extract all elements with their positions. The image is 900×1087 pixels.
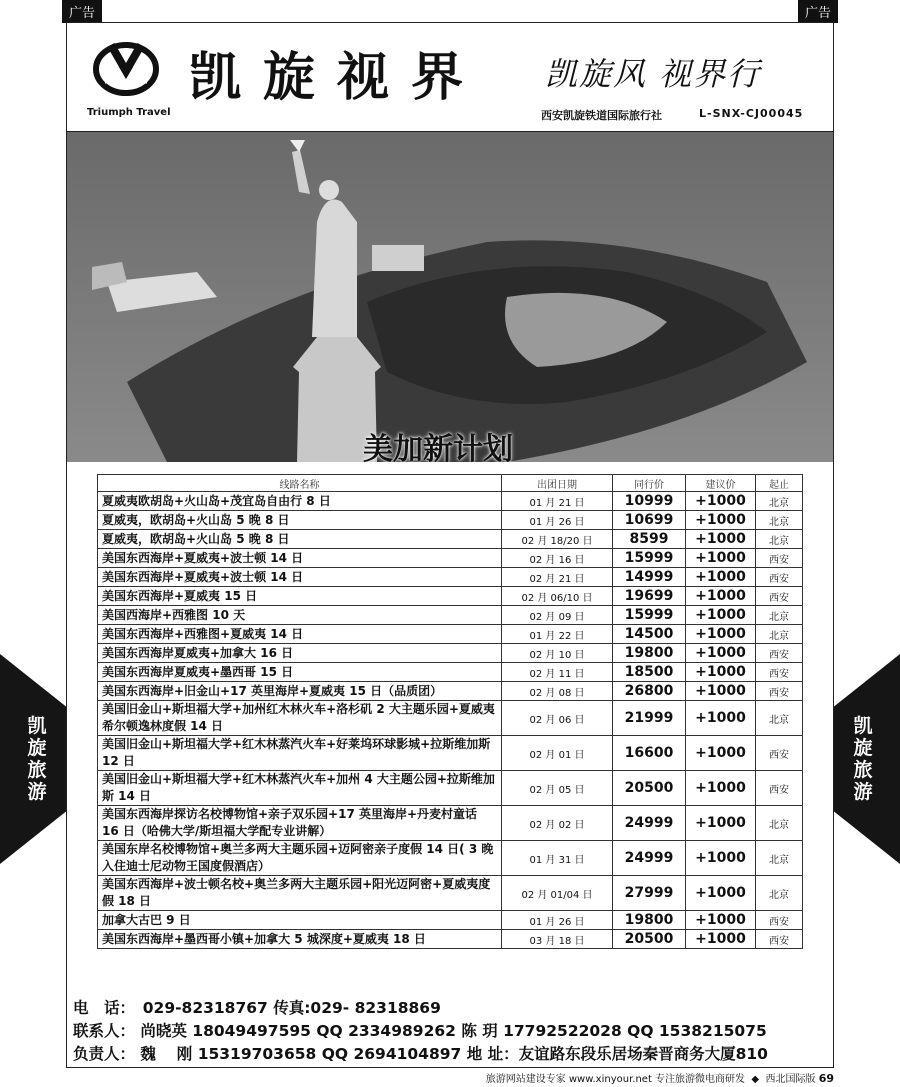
peer-price: 26800 [613, 682, 686, 701]
header [67, 23, 833, 132]
footer-text: 旅游网站建设专家 www.xinyour.net 专注旅游微电商研发 [485, 1074, 746, 1085]
table-row [98, 930, 803, 949]
suggested-price: +1000 [686, 806, 756, 841]
depart-date: 02 月 01/04 日 [502, 876, 613, 911]
footer-diamond-icon: ◆ [748, 1074, 763, 1085]
depart-city: 北京 [756, 511, 803, 530]
triumph-logo-icon [91, 37, 161, 97]
depart-date: 02 月 21 日 [502, 568, 613, 587]
depart-date: 02 月 06 日 [502, 701, 613, 736]
side-label-right: 凯旋旅游 [853, 715, 873, 803]
depart-date: 01 月 26 日 [502, 911, 613, 930]
suggested-price: +1000 [686, 625, 756, 644]
suggested-price: +1000 [686, 492, 756, 511]
depart-date: 01 月 22 日 [502, 625, 613, 644]
header-price: 同行价 [613, 475, 686, 492]
depart-date: 02 月 10 日 [502, 644, 613, 663]
suggested-price: +1000 [686, 587, 756, 606]
footer [486, 1070, 834, 1085]
route-name: 美国东西海岸+夏威夷 15 日 [98, 587, 502, 606]
ad-label-right: 广告 [798, 0, 838, 23]
suggested-price: +1000 [686, 841, 756, 876]
page-number: 69 [818, 1072, 834, 1085]
table-row [98, 530, 803, 549]
peer-price: 10699 [613, 511, 686, 530]
suggested-price: +1000 [686, 930, 756, 949]
depart-city: 北京 [756, 806, 803, 841]
company-name: 西安凯旋铁道国际旅行社 [541, 109, 662, 122]
depart-city: 西安 [756, 682, 803, 701]
suggested-price: +1000 [686, 682, 756, 701]
table-row [98, 568, 803, 587]
phone-line: 电 话： 029-82318767 传真:029- 82318869 [73, 999, 441, 1017]
route-name: 美国旧金山+斯坦福大学+红木林蒸汽火车+加州 4 大主题公园+拉斯维加斯 14 日 [98, 771, 502, 806]
depart-city: 西安 [756, 587, 803, 606]
depart-city: 西安 [756, 644, 803, 663]
suggested-price: +1000 [686, 511, 756, 530]
brand-name: 凯旋视界 [189, 47, 486, 108]
depart-city: 西安 [756, 930, 803, 949]
slogan: 凯旋风 视界行 [545, 55, 762, 93]
table-row [98, 806, 803, 841]
peer-price: 15999 [613, 606, 686, 625]
suggested-price: +1000 [686, 736, 756, 771]
route-name: 美国东西海岸+波士顿名校+奥兰多两大主题乐园+阳光迈阿密+夏威夷度假 18 日 [98, 876, 502, 911]
route-name: 美国东西海岸+旧金山+17 英里海岸+夏威夷 15 日（品质团） [98, 682, 502, 701]
peer-price: 19699 [613, 587, 686, 606]
suggested-price: +1000 [686, 568, 756, 587]
peer-price: 20500 [613, 771, 686, 806]
depart-date: 02 月 09 日 [502, 606, 613, 625]
table-header [98, 475, 803, 492]
peer-price: 19800 [613, 911, 686, 930]
peer-price: 14500 [613, 625, 686, 644]
depart-city: 西安 [756, 663, 803, 682]
depart-date: 01 月 21 日 [502, 492, 613, 511]
suggested-price: +1000 [686, 549, 756, 568]
depart-date: 01 月 26 日 [502, 511, 613, 530]
table-row [98, 701, 803, 736]
table-row [98, 911, 803, 930]
table-row [98, 606, 803, 625]
depart-city: 北京 [756, 841, 803, 876]
logo-caption: Triumph Travel [87, 107, 171, 118]
route-table [97, 474, 802, 970]
depart-date: 02 月 11 日 [502, 663, 613, 682]
depart-date: 02 月 06/10 日 [502, 587, 613, 606]
route-name: 美国东岸名校博物馆+奥兰多两大主题乐园+迈阿密亲子度假 14 日( 3 晚入住迪士尼动物王国度假酒店） [98, 841, 502, 876]
route-name: 美国西海岸+西雅图 10 天 [98, 606, 502, 625]
header-route: 线路名称 [98, 475, 502, 492]
route-name: 美国东西海岸+夏威夷+波士顿 14 日 [98, 549, 502, 568]
depart-city: 西安 [756, 736, 803, 771]
peer-price: 24999 [613, 806, 686, 841]
license-number: L-SNX-CJ00045 [699, 107, 804, 120]
table-row [98, 663, 803, 682]
peer-price: 19800 [613, 644, 686, 663]
peer-price: 15999 [613, 549, 686, 568]
depart-city: 北京 [756, 492, 803, 511]
header-date: 出团日期 [502, 475, 613, 492]
depart-date: 02 月 01 日 [502, 736, 613, 771]
peer-price: 16600 [613, 736, 686, 771]
header-city: 起止 [756, 475, 803, 492]
table-row [98, 492, 803, 511]
suggested-price: +1000 [686, 911, 756, 930]
route-name: 美国东西海岸夏威夷+墨西哥 15 日 [98, 663, 502, 682]
contact-info [67, 994, 833, 1066]
table-row [98, 771, 803, 806]
header-suggest: 建议价 [686, 475, 756, 492]
depart-date: 02 月 05 日 [502, 771, 613, 806]
suggested-price: +1000 [686, 771, 756, 806]
depart-city: 西安 [756, 568, 803, 587]
depart-city: 西安 [756, 911, 803, 930]
depart-date: 02 月 08 日 [502, 682, 613, 701]
table-row [98, 644, 803, 663]
route-name: 夏威夷，欧胡岛+火山岛 5 晚 8 日 [98, 511, 502, 530]
peer-price: 27999 [613, 876, 686, 911]
route-name: 夏威夷，欧胡岛+火山岛 5 晚 8 日 [98, 530, 502, 549]
table-row [98, 841, 803, 876]
peer-price: 8599 [613, 530, 686, 549]
depart-city: 北京 [756, 625, 803, 644]
suggested-price: +1000 [686, 530, 756, 549]
route-name: 美国东西海岸+西雅图+夏威夷 14 日 [98, 625, 502, 644]
depart-date: 02 月 16 日 [502, 549, 613, 568]
suggested-price: +1000 [686, 606, 756, 625]
route-name: 美国旧金山+斯坦福大学+红木林蒸汽火车+好莱坞环球影城+拉斯维加斯 12 日 [98, 736, 502, 771]
peer-price: 24999 [613, 841, 686, 876]
route-name: 加拿大古巴 9 日 [98, 911, 502, 930]
depart-date: 02 月 02 日 [502, 806, 613, 841]
route-name: 美国旧金山+斯坦福大学+加州红木林火车+洛杉矶 2 大主题乐园+夏威夷希尔顿逸林度假 14 日 [98, 701, 502, 736]
depart-city: 西安 [756, 771, 803, 806]
photo-title: 美加新计划 [363, 432, 513, 467]
table-row [98, 511, 803, 530]
peer-price: 21999 [613, 701, 686, 736]
depart-date: 02 月 18/20 日 [502, 530, 613, 549]
table-row [98, 876, 803, 911]
depart-date: 01 月 31 日 [502, 841, 613, 876]
peer-price: 14999 [613, 568, 686, 587]
suggested-price: +1000 [686, 876, 756, 911]
route-name: 美国东西海岸夏威夷+加拿大 16 日 [98, 644, 502, 663]
suggested-price: +1000 [686, 644, 756, 663]
statue-of-liberty-photo [67, 132, 833, 462]
route-name: 美国东西海岸探访名校博物馆+亲子双乐园+17 英里海岸+丹麦村童话 16 日（哈佛大学/斯坦福大学配专业讲解） [98, 806, 502, 841]
contact-person-line: 联系人： 尚晓英 18049497595 QQ 2334989262 陈 玥 17792522028 QQ 1538215075 [73, 1022, 767, 1040]
footer-edition: 西北国际版 [765, 1074, 816, 1085]
side-label-left: 凯旋旅游 [27, 715, 47, 803]
table-row [98, 625, 803, 644]
peer-price: 18500 [613, 663, 686, 682]
depart-city: 北京 [756, 606, 803, 625]
depart-date: 03 月 18 日 [502, 930, 613, 949]
depart-city: 北京 [756, 530, 803, 549]
peer-price: 10999 [613, 492, 686, 511]
route-name: 美国东西海岸+夏威夷+波士顿 14 日 [98, 568, 502, 587]
table-row [98, 736, 803, 771]
table-row [98, 549, 803, 568]
table-row [98, 587, 803, 606]
suggested-price: +1000 [686, 663, 756, 682]
ad-label-left: 广告 [62, 0, 102, 23]
depart-city: 北京 [756, 876, 803, 911]
depart-city: 西安 [756, 549, 803, 568]
table-row [98, 682, 803, 701]
route-name: 美国东西海岸+墨西哥小镇+加拿大 5 城深度+夏威夷 18 日 [98, 930, 502, 949]
manager-line: 负责人： 魏 刚 15319703658 QQ 2694104897 地 址：友谊路东段乐居场秦晋商务大厦810 [73, 1045, 768, 1063]
peer-price: 20500 [613, 930, 686, 949]
depart-city: 北京 [756, 701, 803, 736]
suggested-price: +1000 [686, 701, 756, 736]
route-name: 夏威夷欧胡岛+火山岛+茂宜岛自由行 8 日 [98, 492, 502, 511]
